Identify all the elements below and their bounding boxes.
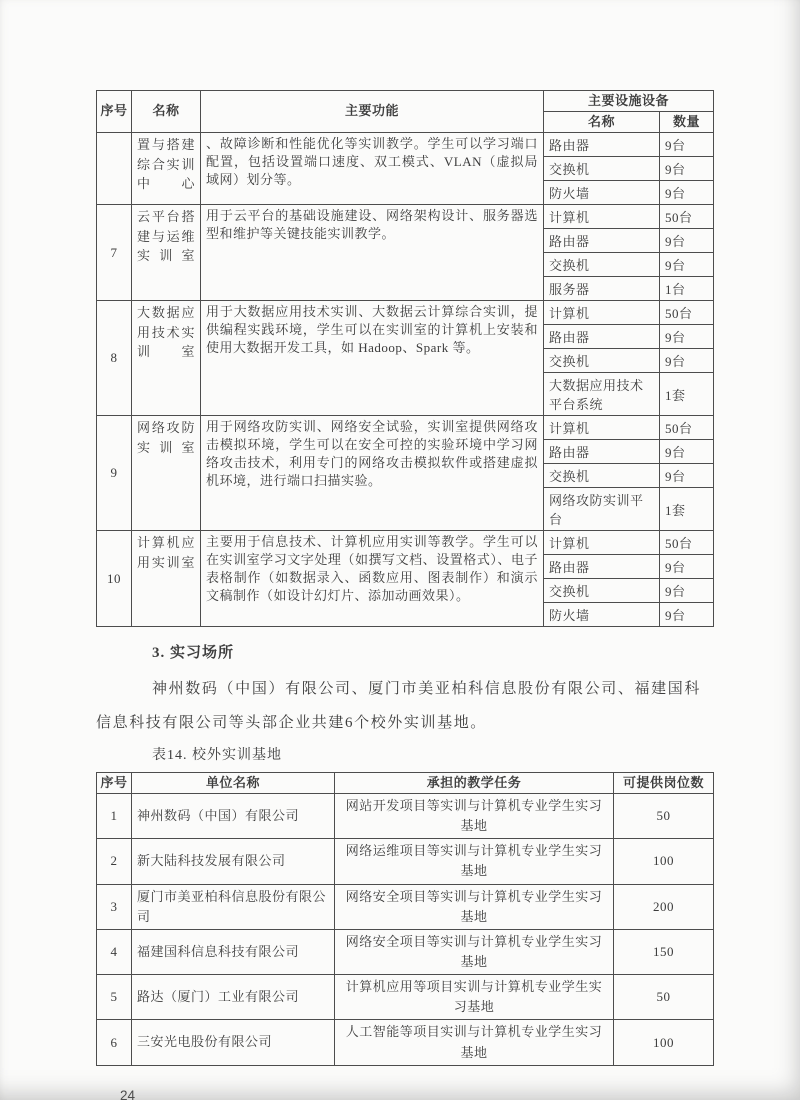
equipment-name-cell: 计算机 [544,416,660,440]
equipment-name-cell: 路由器 [544,229,660,253]
base-row [97,839,714,884]
base-unit-cell: 三安光电股份有限公司 [132,1020,335,1065]
base-seq-cell: 5 [97,975,132,1020]
body-paragraph: 神州数码（中国）有限公司、厦门市美亚柏科信息股份有限公司、福建国科信息科技有限公司等头部企业共建6个校外实训基地。 [96,681,701,731]
page-number: 24 [120,1087,136,1100]
facility-row [97,416,714,440]
base-task-cell: 网络安全项目等实训与计算机专业学生实习基地 [335,929,614,974]
equipment-name-cell: 交换机 [544,579,660,603]
base-task-cell: 网站开发项目等实训与计算机专业学生实习基地 [335,794,614,839]
equipment-name-cell: 大数据应用技术平台系统 [544,373,660,416]
table-caption: 表14. 校外实训基地 [152,748,282,763]
facilities-table [96,90,714,627]
column-header-equipment-name: 名称 [544,112,660,133]
base-row [97,1020,714,1065]
equipment-name-cell: 防火墙 [544,181,660,205]
equipment-qty-cell: 9台 [660,349,714,373]
facility-function-cell: 、故障诊断和性能优化等实训教学。学生可以学习端口配置，包括设置端口速度、双工模式、VLAN（虚拟局域网）划分等。 [201,133,544,205]
equipment-qty-cell: 9台 [660,157,714,181]
equipment-name-cell: 网络攻防实训平台 [544,488,660,531]
facilities-table-body [97,133,714,627]
column-header-task: 承担的教学任务 [335,773,614,794]
base-seq-cell: 3 [97,884,132,929]
header-row [97,91,714,112]
facility-name-cell: 置与搭建综合实训中心 [132,133,201,205]
section-heading: 3. 实习场所 [152,645,235,661]
facility-row [97,205,714,229]
equipment-qty-cell: 50台 [660,416,714,440]
base-positions-cell: 150 [614,929,714,974]
facility-seq-cell: 7 [97,205,132,301]
base-row [97,884,714,929]
base-row [97,794,714,839]
equipment-name-cell: 计算机 [544,531,660,555]
facility-seq-cell: 9 [97,416,132,531]
equipment-qty-cell: 1套 [660,373,714,416]
base-task-cell: 计算机应用等项目实训与计算机专业学生实习基地 [335,975,614,1020]
column-header-function: 主要功能 [201,91,544,133]
base-seq-cell: 6 [97,1020,132,1065]
base-unit-cell: 神州数码（中国）有限公司 [132,794,335,839]
base-positions-cell: 200 [614,884,714,929]
base-task-cell: 人工智能等项目实训与计算机专业学生实习基地 [335,1020,614,1065]
column-header-seq: 序号 [97,91,132,133]
facility-seq-cell [97,133,132,205]
facility-function-cell: 用于网络攻防实训、网络安全试验，实训室提供网络攻击模拟环境，学生可以在安全可控的实验环境中学习网络攻击技术，利用专门的网络攻击模拟软件或搭建虚拟机环境，进行端口扫描实验。 [201,416,544,531]
equipment-qty-cell: 9台 [660,579,714,603]
equipment-qty-cell: 9台 [660,325,714,349]
equipment-qty-cell: 1套 [660,488,714,531]
bases-table-body [97,794,714,1066]
base-seq-cell: 2 [97,839,132,884]
column-header-equipment-group: 主要设施设备 [544,91,714,112]
equipment-name-cell: 路由器 [544,440,660,464]
facility-row [97,301,714,325]
column-header-positions: 可提供岗位数 [614,773,714,794]
base-positions-cell: 50 [614,975,714,1020]
base-seq-cell: 4 [97,929,132,974]
equipment-qty-cell: 50台 [660,301,714,325]
base-task-cell: 网络安全项目等实训与计算机专业学生实习基地 [335,884,614,929]
equipment-qty-cell: 50台 [660,205,714,229]
base-row [97,929,714,974]
base-unit-cell: 厦门市美亚柏科信息股份有限公司 [132,884,335,929]
facility-name-cell: 云平台搭建与运维实训室 [132,205,201,301]
equipment-qty-cell: 9台 [660,181,714,205]
equipment-name-cell: 计算机 [544,301,660,325]
equipment-qty-cell: 9台 [660,440,714,464]
equipment-name-cell: 防火墙 [544,603,660,627]
equipment-name-cell: 路由器 [544,555,660,579]
base-row [97,975,714,1020]
base-unit-cell: 路达（厦门）工业有限公司 [132,975,335,1020]
equipment-name-cell: 交换机 [544,253,660,277]
facility-name-cell: 大数据应用技术实训室 [132,301,201,416]
base-seq-cell: 1 [97,794,132,839]
facility-function-cell: 用于云平台的基础设施建设、网络架构设计、服务器选型和维护等关键技能实训教学。 [201,205,544,301]
facility-name-cell: 网络攻防实训室 [132,416,201,531]
facility-function-cell: 主要用于信息技术、计算机应用实训等教学。学生可以在实训室学习文字处理（如撰写文档、设置格式）、电子表格制作（如数据录入、函数应用、图表制作）和演示文稿制作（如设计幻灯片、添加动画效果）。 [201,531,544,627]
base-task-cell: 网络运维项目等实训与计算机专业学生实习基地 [335,839,614,884]
bases-table-header [97,773,714,794]
facility-seq-cell: 10 [97,531,132,627]
facility-name-cell: 计算机应用实训室 [132,531,201,627]
base-unit-cell: 新大陆科技发展有限公司 [132,839,335,884]
equipment-name-cell: 计算机 [544,205,660,229]
facility-function-cell: 用于大数据应用技术实训、大数据云计算综合实训，提供编程实践环境，学生可以在实训室的计算机上安装和使用大数据开发工具，如 Hadoop、Spark 等。 [201,301,544,416]
equipment-qty-cell: 50台 [660,531,714,555]
base-positions-cell: 100 [614,839,714,884]
equipment-qty-cell: 9台 [660,229,714,253]
facility-row [97,531,714,555]
bases-table [96,772,714,1066]
column-header-name: 名称 [132,91,201,133]
facility-seq-cell: 8 [97,301,132,416]
base-positions-cell: 50 [614,794,714,839]
column-header-unit: 单位名称 [132,773,335,794]
equipment-qty-cell: 9台 [660,253,714,277]
equipment-qty-cell: 9台 [660,603,714,627]
equipment-name-cell: 路由器 [544,133,660,157]
facilities-table-header [97,91,714,133]
equipment-qty-cell: 1台 [660,277,714,301]
equipment-qty-cell: 9台 [660,133,714,157]
equipment-name-cell: 路由器 [544,325,660,349]
equipment-name-cell: 服务器 [544,277,660,301]
base-unit-cell: 福建国科信息科技有限公司 [132,929,335,974]
column-header-seq: 序号 [97,773,132,794]
header-row [97,773,714,794]
equipment-qty-cell: 9台 [660,464,714,488]
facility-row [97,133,714,157]
column-header-equipment-qty: 数量 [660,112,714,133]
base-positions-cell: 100 [614,1020,714,1065]
equipment-name-cell: 交换机 [544,349,660,373]
equipment-name-cell: 交换机 [544,157,660,181]
equipment-qty-cell: 9台 [660,555,714,579]
equipment-name-cell: 交换机 [544,464,660,488]
